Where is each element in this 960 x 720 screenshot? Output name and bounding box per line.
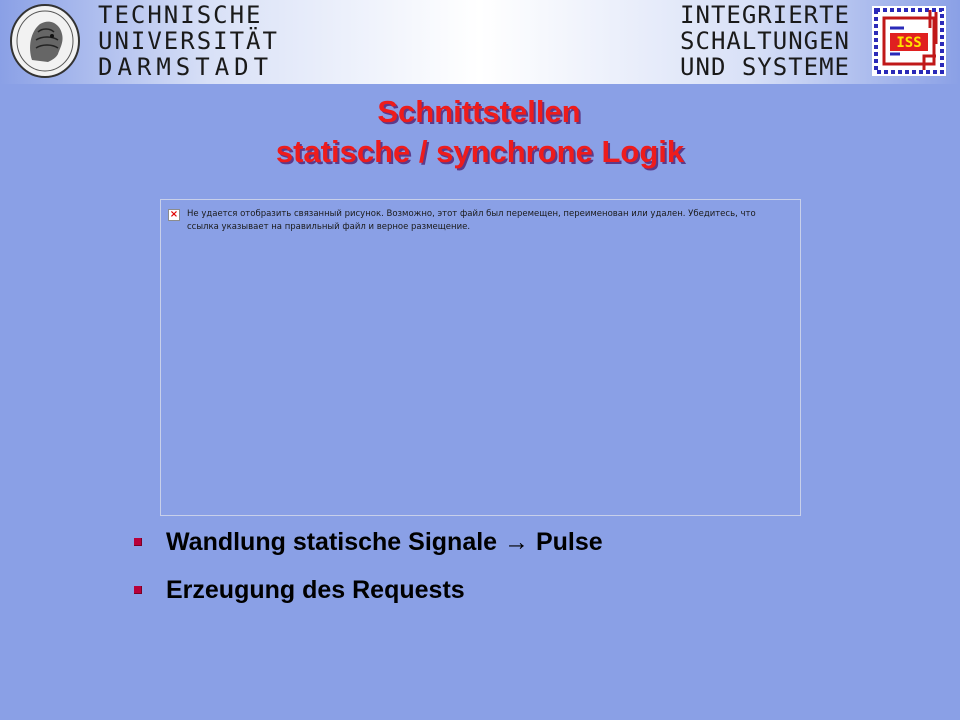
bullet-square-icon	[134, 586, 142, 594]
slide-title	[0, 92, 960, 172]
slide-title-line2: statische / synchrone Logik	[275, 134, 685, 169]
institute-name-line: UND SYSTEME	[680, 53, 850, 81]
image-error-text: Не удается отобразить связанный рисунок. Возможно, этот файл был перемещен, переименован или удален. Убедитесь, что ссылка указывает на правильный файл и верное размещение.	[187, 209, 756, 232]
linked-image-placeholder	[160, 199, 801, 516]
university-name-line: DARMSTADT	[98, 53, 274, 81]
bullet-text: Wandlung statische Signale → Pulse	[166, 527, 603, 556]
broken-image-icon: ×	[169, 209, 179, 220]
bullet-text: Erzeugung des Requests	[166, 575, 465, 604]
image-error-message	[168, 208, 790, 234]
university-name-line: TECHNISCHE	[98, 1, 263, 29]
institute-name-line: INTEGRIERTE	[680, 1, 850, 29]
slide-title-line1: Schnittstellen	[377, 94, 581, 129]
bullet-item	[132, 566, 892, 614]
institute-name	[680, 2, 850, 80]
bullet-square-icon	[134, 538, 142, 546]
slide-header	[0, 0, 960, 84]
iss-logo-icon	[870, 4, 948, 78]
institute-name-line: SCHALTUNGEN	[680, 27, 850, 55]
iss-logo-text: ISS	[896, 35, 922, 51]
university-name-line: UNIVERSITÄT	[98, 27, 279, 55]
university-seal-icon	[8, 2, 82, 80]
bullet-item	[132, 518, 892, 566]
university-name	[98, 2, 279, 80]
bullet-list	[132, 518, 892, 614]
